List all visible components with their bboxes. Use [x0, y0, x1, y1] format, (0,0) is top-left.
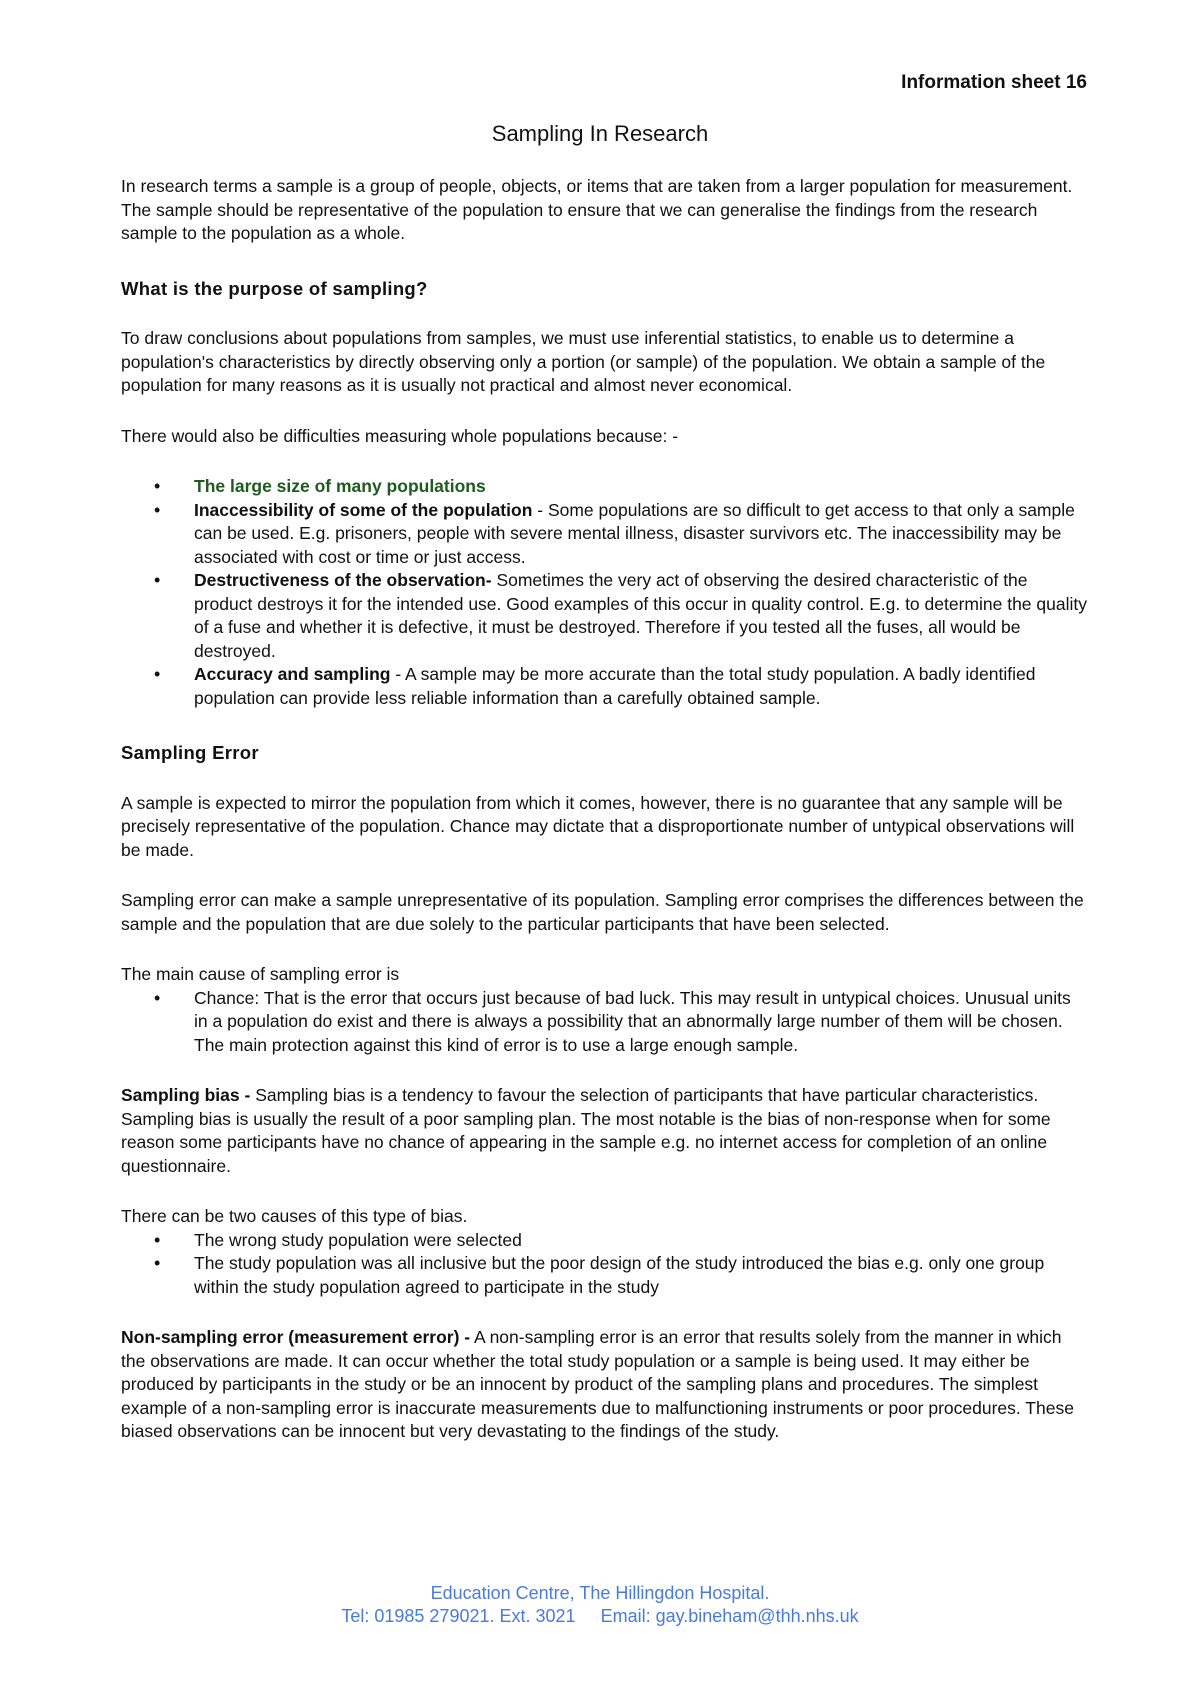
non-sampling-paragraph: Non-sampling error (measurement error) - A non-sampling error is an error that results solely from the manner in which the observations are made. It can occur whether the total study population or a sample is being used. It may either be produced by participants in the study or be an innocent by product of the sampling plans and procedures. The simplest example of a non-sampling error is inaccurate measurements due to malfunctioning instruments or poor procedures. These biased observations can be innocent but very devastating to the findings of the study. — [121, 1327, 1074, 1441]
bullet-bold-label: Inaccessibility of some of the population — [194, 499, 533, 520]
footer-email: Email: gay.bineham@thh.nhs.uk — [600, 1606, 859, 1626]
footer-contact — [0, 1605, 1200, 1628]
sampling-bias-paragraph: Sampling bias - Sampling bias is a tendency to favour the selection of participants that have particular characteristics. Sampling bias is usually the result of a poor sampling plan. The most notable is the bias of non-response when for some reason some participants have no chance of appearing in the sample e.g. no internet access for completion of an online questionnaire. — [121, 1085, 1051, 1176]
non-sampling-label: Non-sampling error (measurement error) - — [121, 1327, 471, 1347]
bullet-bold-label: Accuracy and sampling — [194, 664, 391, 684]
footer — [0, 1582, 1200, 1628]
cause-list — [121, 987, 1087, 1058]
bullet-bold-label: The large size of many populations — [194, 476, 486, 496]
bias-causes-intro: There can be two causes of this type of bias. — [121, 1206, 468, 1226]
bias-causes-list — [121, 1229, 1087, 1300]
purpose-paragraph: To draw conclusions about populations from samples, we must use inferential statistics, to enable us to determine a population's characteristics by directly observing only a portion (or sample) of the population. We obtain a sample of the population for many reasons as it is usually not practical and almost never economical. — [121, 328, 1046, 395]
list-item: • Accuracy and sampling - A sample may be more accurate than the total study population. A badly identified population can provide less reliable information than a carefully obtained sample. — [121, 663, 1087, 710]
sampling-error-paragraph-1: A sample is expected to mirror the population from which it comes, however, there is no guarantee that any sample will be precisely representative of the population. Chance may dictate that a disproportionate number of untypical observations will be made. — [121, 792, 1075, 860]
difficulties-list — [121, 475, 1087, 710]
list-item — [121, 475, 1087, 499]
list-item: • The wrong study population were selected — [121, 1229, 1087, 1253]
page-title: Sampling In Research — [491, 121, 709, 146]
purpose-heading: What is the purpose of sampling? — [121, 277, 428, 299]
list-item: • Chance: That is the error that occurs just because of bad luck. This may result in untypical choices. Unusual units in a population do exist and there is always a possibility that an abnormally large number of them will be chosen. The main protection against this kind of error is to use a large enough sample. — [121, 987, 1087, 1058]
cause-intro: The main cause of sampling error is — [121, 964, 400, 984]
bullet-bold-label: Destructiveness of the observation- — [194, 570, 492, 590]
sampling-error-paragraph-2: Sampling error can make a sample unrepresentative of its population. Sampling error comprises the differences between the sample and the population that are due solely to the particular participants that have been selected. — [121, 890, 1084, 934]
sampling-bias-label: Sampling bias - — [121, 1085, 251, 1105]
sheet-label: Information sheet 16 — [901, 72, 1087, 93]
footer-address: Education Centre, The Hillingdon Hospital. — [430, 1583, 770, 1603]
list-item: • The study population was all inclusive but the poor design of the study introduced the bias e.g. only one group within the study population agreed to participate in the study — [121, 1252, 1087, 1299]
document-body — [121, 175, 1087, 1444]
list-item: • Inaccessibility of some of the population - Some populations are so difficult to get access to that only a sample can be used. E.g. prisoners, people with severe mental illness, disaster survivors etc. The inaccessibility may be associated with cost or time or just access. — [121, 499, 1087, 570]
difficulties-intro: There would also be difficulties measuring whole populations because: - — [121, 425, 679, 446]
list-item: • Destructiveness of the observation- Sometimes the very act of observing the desired characteristic of the product destroys it for the intended use. Good examples of this occur in quality control. E.g. to determine the quality of a fuse and whether it is defective, it must be destroyed. Therefore if you tested all the fuses, all would be destroyed. — [121, 569, 1087, 663]
intro-paragraph: In research terms a sample is a group of people, objects, or items that are taken from a larger population for measurement. The sample should be representative of the population to ensure that we can generalise the findings from the research sample to the population as a whole. — [121, 176, 1073, 243]
footer-tel: Tel: 01985 279021. Ext. 3021 — [341, 1606, 576, 1626]
sampling-error-heading: Sampling Error — [121, 742, 259, 763]
